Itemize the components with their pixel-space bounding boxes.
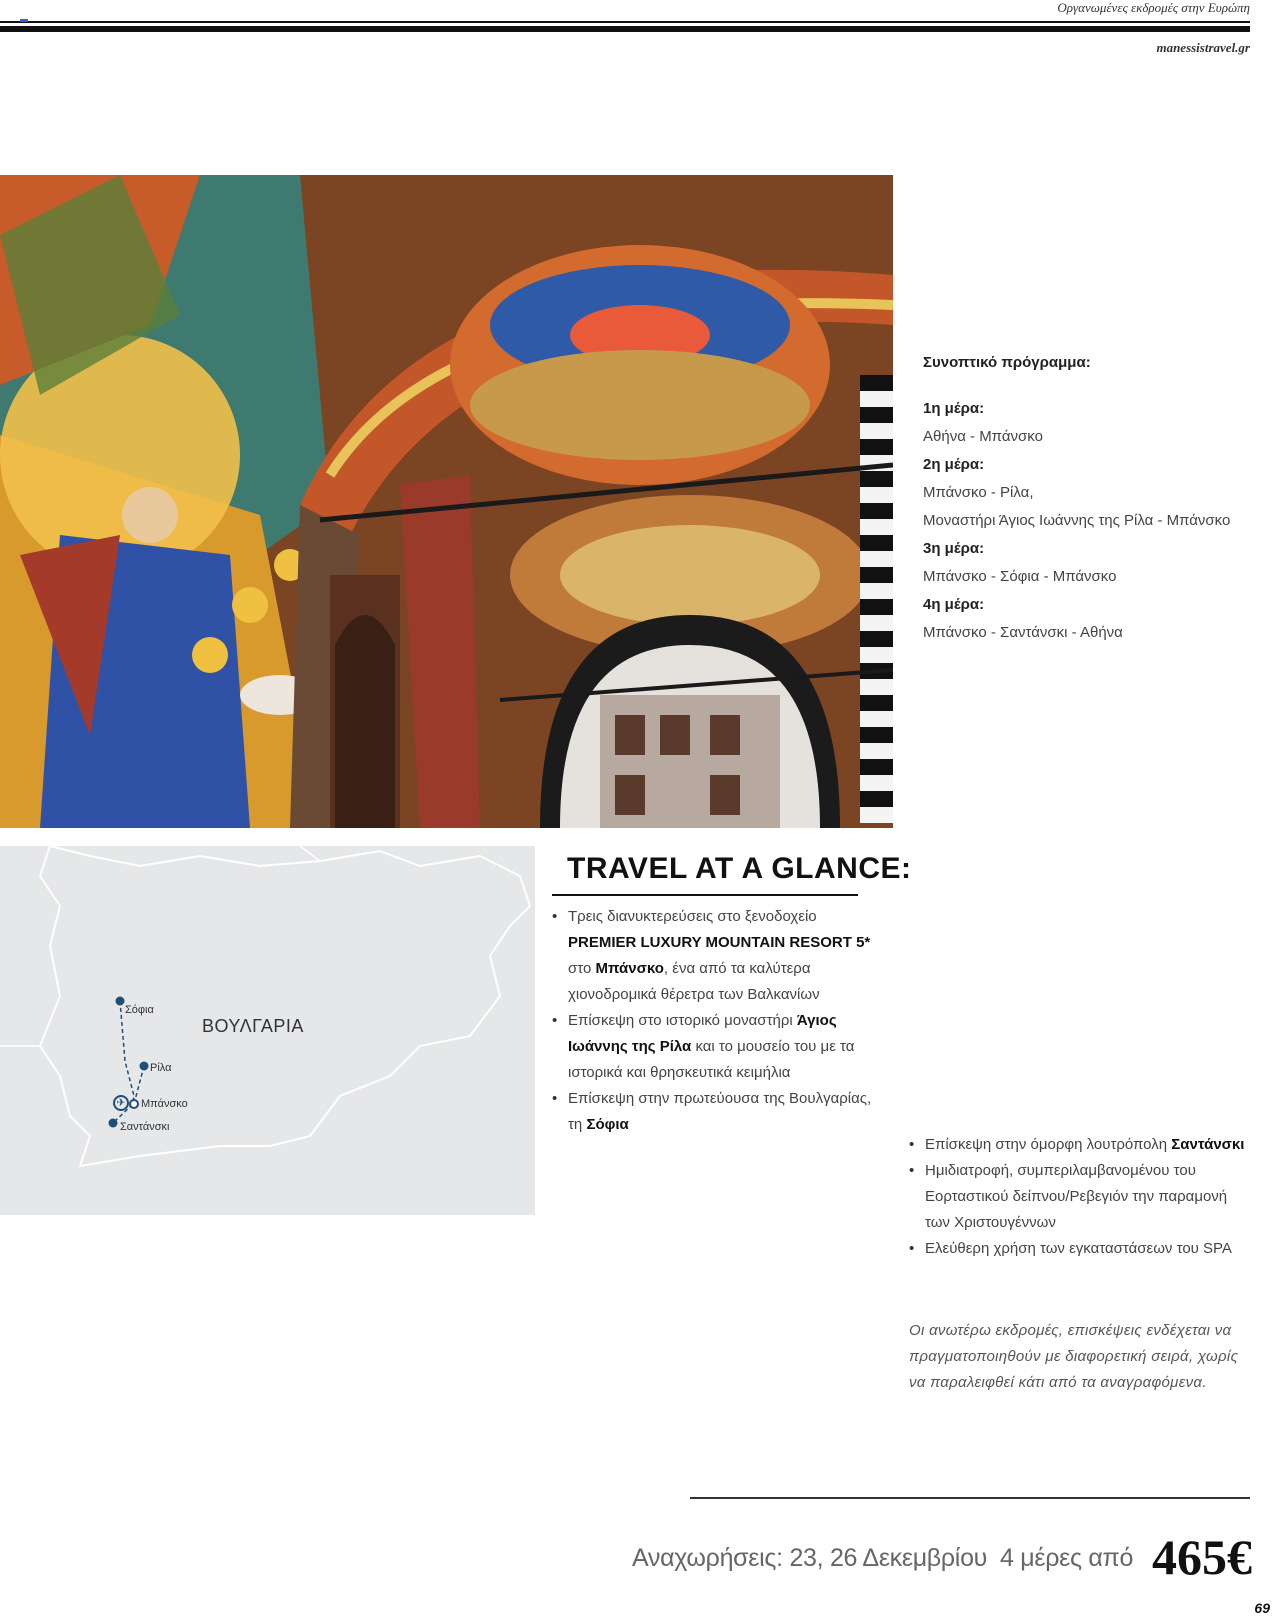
map-country-label: ΒΟΥΛΓΑΡΙΑ [202, 1016, 304, 1036]
header-rule-thin [0, 21, 1250, 23]
itinerary-day: 3η μέρα: [923, 540, 985, 557]
list-item: • Τρεις διανυκτερεύσεις στο ξενοδοχείο PREMIER LUXURY MOUNTAIN RESORT 5* στο Μπάνσκο, ένα από τα καλύτερα χιονοδρομικά θέρετρα των Βαλκανίων [552, 904, 872, 1008]
section-title: Οργανωμένες εκδρομές στην Ευρώπη [1057, 0, 1250, 15]
list-item: • Επίσκεψη στο ιστορικό μοναστήρι Άγιος Ιωάννης της Ρίλα και το μουσείο του με τα ιστορικά και θρησκευτικά κειμήλια [552, 1008, 872, 1086]
departures: Αναχωρήσεις: 23, 26 Δεκεμβρίου [632, 1544, 988, 1572]
glance-title: TRAVEL AT A GLANCE: [567, 852, 912, 885]
header-rule-thick [0, 26, 1250, 32]
bulgaria-map [0, 846, 535, 1215]
price: 465€ [1152, 1529, 1252, 1585]
map-city-label: Σαντάνσκι [120, 1121, 170, 1133]
glance-list-continued [909, 1132, 1254, 1262]
list-item: • Επίσκεψη στην πρωτεύουσα της Βουλγαρίας, τη Σόφια [552, 1086, 872, 1138]
map-city-label: Σόφια [125, 1004, 154, 1016]
itinerary-route: Μπάνσκο - Σόφια - Μπάνσκο [923, 568, 1117, 585]
map-city-label: Ρίλα [150, 1062, 172, 1074]
page-number: 69 [1254, 1600, 1270, 1616]
itinerary-route: Μοναστήρι Άγιος Ιωάννης της Ρίλα - Μπάνσκο [923, 512, 1231, 529]
glance-list [552, 904, 872, 1138]
itinerary-day: 1η μέρα: [923, 400, 985, 417]
map-city-label: Μπάνσκο [141, 1098, 188, 1110]
header-marker [20, 19, 28, 22]
list-item: • Ελεύθερη χρήση των εγκαταστάσεων του SPA [909, 1236, 1254, 1262]
itinerary-day: 2η μέρα: [923, 456, 985, 473]
itinerary-route: Μπάνσκο - Ρίλα, [923, 484, 1034, 501]
airplane-icon: ✈ [113, 1095, 129, 1111]
itinerary-day: 4η μέρα: [923, 596, 985, 613]
glance-title-rule [552, 894, 858, 896]
disclaimer-note: Οι ανωτέρω εκδρομές, επισκέψεις ενδέχεται να πραγματοποιηθούν με διαφορετική σειρά, χωρίς να παραλειφθεί κάτι από τα αναγραφόμενα. [909, 1322, 1239, 1391]
duration-from: 4 μέρες από [1000, 1544, 1134, 1572]
itinerary [923, 354, 1263, 647]
list-item: • Ημιδιατροφή, συμπεριλαμβανομένου του Εορταστικού δείπνου/Ρεβεγιόν την παραμονή των Χριστουγέννων [909, 1158, 1254, 1236]
itinerary-route: Αθήνα - Μπάνσκο [923, 428, 1043, 445]
list-item: • Επίσκεψη στην όμορφη λουτρόπολη Σαντάνσκι [909, 1132, 1254, 1158]
footer-rule [690, 1497, 1250, 1499]
site-link[interactable]: manessistravel.gr [1156, 40, 1250, 55]
itinerary-route: Μπάνσκο - Σαντάνσκι - Αθήνα [923, 624, 1123, 641]
fresco-photo [0, 175, 893, 828]
itinerary-title: Συνοπτικό πρόγραμμα: [923, 354, 1091, 371]
